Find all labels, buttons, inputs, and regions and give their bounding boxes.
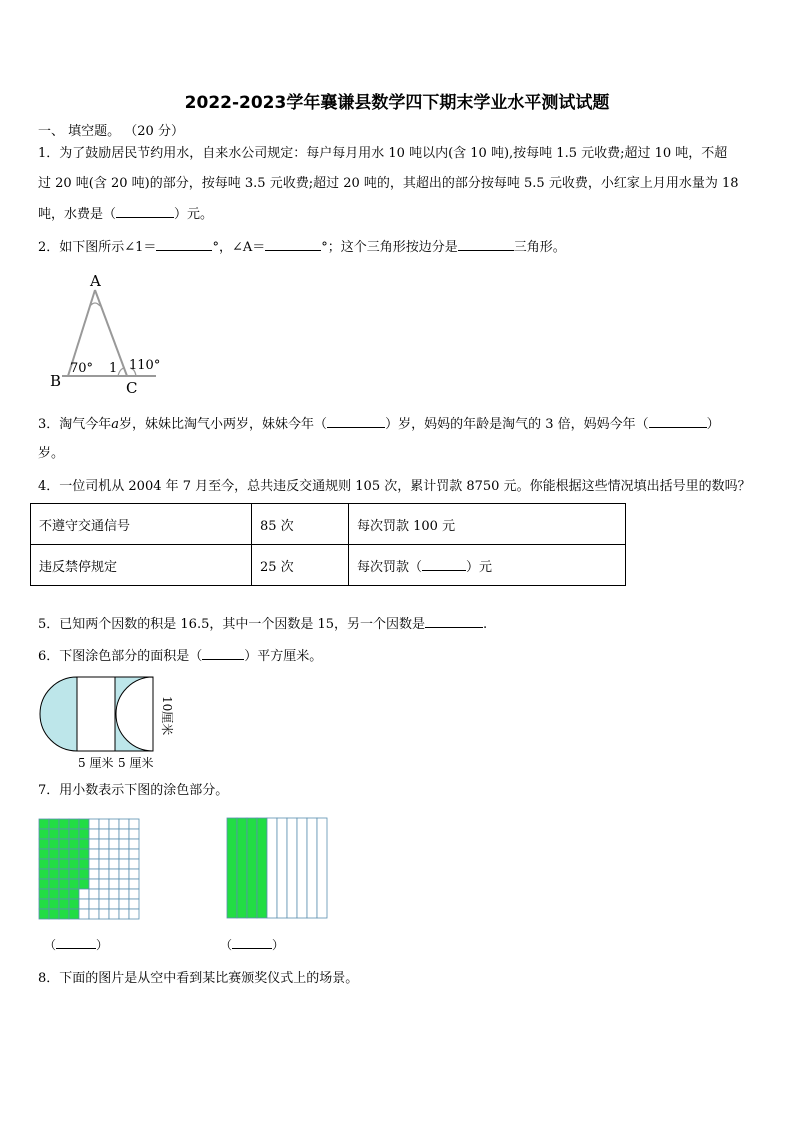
grid-cell — [39, 879, 49, 889]
grid-cell — [129, 839, 139, 849]
grid-cell — [129, 889, 139, 899]
q4-text-b: ）元 — [466, 559, 493, 575]
grid-cell — [129, 899, 139, 909]
grid-cell — [109, 909, 119, 919]
grid-cell — [79, 849, 89, 859]
grid-cell — [39, 899, 49, 909]
grid-strip — [277, 818, 287, 918]
grid-cell — [49, 879, 59, 889]
grid-cell — [89, 819, 99, 829]
q7-paren-right: ） — [96, 938, 109, 952]
q4-table — [30, 503, 626, 586]
grid-cell — [99, 899, 109, 909]
grid-cell — [99, 849, 109, 859]
height-label: 10厘米 — [160, 696, 174, 736]
q3-blank-sister[interactable] — [327, 413, 385, 428]
grid-cell — [69, 849, 79, 859]
shaded-area-figure — [38, 674, 178, 772]
grid-cell — [129, 849, 139, 859]
q6-text-b: ）平方厘米。 — [244, 649, 323, 664]
q7-blank-2[interactable] — [232, 934, 272, 949]
grid-cell — [49, 899, 59, 909]
q1-text-b: ）元。 — [174, 207, 214, 222]
grid-cell — [129, 869, 139, 879]
q7-text: 7．用小数表示下图的涂色部分。 — [38, 783, 229, 798]
table-cell: 违反禁停规定 — [31, 545, 252, 586]
grid-cell — [79, 909, 89, 919]
grid-cell — [79, 839, 89, 849]
hundred-grid — [38, 818, 140, 920]
grid-cell — [99, 839, 109, 849]
grid-cell — [99, 859, 109, 869]
width-label-2: 5 厘米 — [118, 756, 154, 770]
grid-cell — [79, 859, 89, 869]
grid-cell — [109, 869, 119, 879]
q3-line2: 岁。 — [38, 446, 65, 461]
grid-cell — [109, 859, 119, 869]
grid-cell — [119, 819, 129, 829]
exterior-angle-label: 110° — [129, 358, 161, 373]
table-row — [31, 504, 626, 545]
grid-cell — [79, 819, 89, 829]
grid-cell — [49, 849, 59, 859]
grid-cell — [119, 879, 129, 889]
grid-strip — [287, 818, 297, 918]
grid-cell — [39, 889, 49, 899]
grid-cell — [79, 869, 89, 879]
grid-cell — [79, 889, 89, 899]
q3-blank-mother[interactable] — [649, 413, 707, 428]
grid-cell — [99, 889, 109, 899]
angle-b-label: 70° — [70, 361, 94, 376]
grid-cell — [69, 839, 79, 849]
triangle-figure — [40, 268, 170, 393]
q7-answer-1 — [44, 934, 108, 956]
page-title: 2022-2023学年襄谦县数学四下期末学业水平测试试题 — [184, 93, 610, 113]
grid-cell — [119, 839, 129, 849]
grid-cell — [79, 879, 89, 889]
grid-cell — [89, 909, 99, 919]
grid-strip — [237, 818, 247, 918]
grid-cell — [129, 909, 139, 919]
grid-cell — [39, 839, 49, 849]
grid-cell — [89, 899, 99, 909]
q2-blank-angle1[interactable] — [156, 236, 212, 251]
q2-text-c: °；这个三角形按边分是 — [321, 240, 458, 255]
angle-1-label: 1 — [109, 361, 118, 376]
grid-cell — [99, 909, 109, 919]
q3-text-a: 3．淘气今年 — [38, 417, 112, 432]
grid-cell — [59, 899, 69, 909]
grid-cell — [99, 879, 109, 889]
grid-strip — [297, 818, 307, 918]
grid-cell — [49, 869, 59, 879]
q7-paren-left: （ — [220, 938, 233, 952]
grid-cell — [79, 829, 89, 839]
q3-text-b: 岁，妹妹比淘气小两岁，妹妹今年（ — [119, 417, 328, 432]
grid-cell — [49, 909, 59, 919]
grid-strip — [267, 818, 277, 918]
q4-text: 4．一位司机从 2004 年 7 月至今，总共违反交通规则 105 次，累计罚款 8750 元。你能根据这些情况填出括号里的数吗？ — [38, 479, 751, 494]
grid-cell — [119, 859, 129, 869]
q1-line1: 1．为了鼓励居民节约用水，自来水公司规定：每户每月用水 10 吨以内(含 10 吨),按每吨 1.5 元收费;超过 10 吨，不超 — [38, 146, 728, 161]
q3-line1 — [38, 413, 720, 436]
grid-cell — [69, 879, 79, 889]
grid-cell — [89, 839, 99, 849]
q5-end: . — [483, 617, 488, 632]
q6-text-a: 6．下图涂色部分的面积是（ — [38, 649, 203, 664]
table-cell: 每次罚款 100 元 — [349, 504, 626, 545]
width-label-1: 5 厘米 — [78, 756, 114, 770]
grid-cell — [69, 859, 79, 869]
grid-cell — [89, 829, 99, 839]
grid-cell — [59, 859, 69, 869]
grid-cell — [49, 859, 59, 869]
grid-cell — [39, 849, 49, 859]
q3-text-c: ）岁，妈妈的年龄是淘气的 3 倍，妈妈今年（ — [385, 417, 649, 432]
grid-cell — [99, 869, 109, 879]
grid-cell — [39, 829, 49, 839]
grid-strip — [317, 818, 327, 918]
grid-cell — [49, 839, 59, 849]
grid-cell — [69, 829, 79, 839]
grid-cell — [69, 869, 79, 879]
grid-strip — [257, 818, 267, 918]
grid-strip — [247, 818, 257, 918]
grid-cell — [109, 839, 119, 849]
grid-cell — [59, 819, 69, 829]
grid-cell — [109, 819, 119, 829]
q3-text-d: ） — [706, 417, 720, 432]
grid-cell — [69, 909, 79, 919]
q7-blank-1[interactable] — [56, 934, 96, 949]
q3-variable: a — [111, 417, 120, 432]
grid-cell — [119, 829, 129, 839]
section-heading: 一、 填空题。 （20 分） — [38, 124, 184, 139]
q1-line2: 过 20 吨(含 20 吨)的部分，按每吨 3.5 元收费;超过 20 吨的，其超出的部分按每吨 5.5 元收费，小红家上月用水量为 18 — [38, 176, 739, 191]
grid-cell — [119, 889, 129, 899]
table-cell: 不遵守交通信号 — [31, 504, 252, 545]
q5-text: 5．已知两个因数的积是 16.5，其中一个因数是 15，另一个因数是 — [38, 617, 426, 632]
grid-cell — [49, 829, 59, 839]
grid-strip — [227, 818, 237, 918]
grid-cell — [49, 889, 59, 899]
grid-cell — [69, 889, 79, 899]
grid-cell — [59, 839, 69, 849]
q2-line — [38, 236, 566, 259]
grid-cell — [39, 909, 49, 919]
q7-paren-left: （ — [44, 938, 57, 952]
grid-cell — [69, 899, 79, 909]
grid-cell — [99, 819, 109, 829]
q5-line — [38, 613, 487, 636]
grid-cell — [59, 829, 69, 839]
grid-cell — [59, 869, 69, 879]
grid-cell — [109, 889, 119, 899]
grid-cell — [59, 849, 69, 859]
grid-cell — [79, 899, 89, 909]
q2-text-b: °，∠A＝ — [212, 240, 266, 255]
q1-line3 — [38, 203, 213, 226]
q8-text: 8．下面的图片是从空中看到某比赛颁奖仪式上的场景。 — [38, 971, 359, 986]
grid-cell — [39, 819, 49, 829]
grid-cell — [109, 829, 119, 839]
vertex-b-label: B — [50, 372, 62, 390]
grid-cell — [119, 849, 129, 859]
q6-answer-blank[interactable] — [202, 645, 244, 660]
q5-answer-blank[interactable] — [425, 613, 483, 628]
table-cell: 25 次 — [252, 545, 349, 586]
table-row — [31, 545, 626, 586]
q7-answer-2 — [220, 934, 284, 956]
grid-cell — [109, 849, 119, 859]
q7-paren-right: ） — [272, 938, 285, 952]
vertex-c-label: C — [126, 379, 138, 393]
grid-cell — [39, 869, 49, 879]
q6-line — [38, 645, 322, 668]
q2-text-a: 2．如下图所示∠1＝ — [38, 240, 157, 255]
grid-cell — [89, 889, 99, 899]
grid-cell — [89, 869, 99, 879]
grid-cell — [89, 879, 99, 889]
grid-cell — [109, 899, 119, 909]
grid-cell — [129, 859, 139, 869]
grid-cell — [59, 879, 69, 889]
q2-blank-type[interactable] — [458, 236, 514, 251]
grid-cell — [119, 869, 129, 879]
grid-cell — [69, 819, 79, 829]
grid-cell — [39, 859, 49, 869]
q4-answer-blank[interactable] — [422, 556, 466, 571]
q2-blank-angleA[interactable] — [265, 236, 321, 251]
q2-text-d: 三角形。 — [513, 240, 566, 255]
grid-cell — [119, 909, 129, 919]
tenths-grid — [226, 817, 330, 919]
grid-cell — [89, 859, 99, 869]
grid-cell — [129, 879, 139, 889]
grid-cell — [129, 819, 139, 829]
grid-strip — [307, 818, 317, 918]
q1-text-a: 吨，水费是（ — [38, 207, 117, 222]
grid-cell — [99, 829, 109, 839]
grid-cell — [49, 819, 59, 829]
q1-answer-blank[interactable] — [116, 203, 174, 218]
grid-cell — [119, 899, 129, 909]
grid-cell — [89, 849, 99, 859]
table-cell: 85 次 — [252, 504, 349, 545]
q4-text-a: 每次罚款（ — [357, 559, 423, 575]
table-cell — [349, 545, 626, 586]
grid-cell — [59, 909, 69, 919]
vertex-a-label: A — [90, 272, 101, 290]
grid-cell — [129, 829, 139, 839]
grid-cell — [109, 879, 119, 889]
grid-cell — [59, 889, 69, 899]
